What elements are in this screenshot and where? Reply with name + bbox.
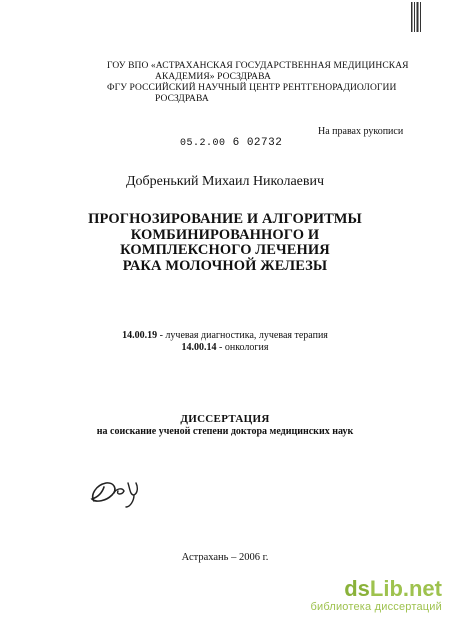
institution-line-2: АКАДЕМИЯ» РОСЗДРАВА bbox=[155, 72, 271, 82]
title-line: РАКА МОЛОЧНОЙ ЖЕЛЕЗЫ bbox=[122, 257, 328, 274]
stamp-number: 6 02732 bbox=[232, 137, 283, 149]
institution-line-1: ГОУ ВПО «АСТРАХАНСКАЯ ГОСУДАРСТВЕННАЯ МЕДИЦИНСКАЯ bbox=[107, 61, 409, 71]
archive-stamp bbox=[180, 137, 282, 149]
handwritten-signature bbox=[84, 473, 154, 513]
degree-subtitle: на соискание ученой степени доктора медицинских наук bbox=[96, 426, 354, 437]
title-line: КОМБИНИРОВАННОГО И bbox=[130, 226, 320, 243]
institution-line-4: РОСЗДРАВА bbox=[155, 94, 209, 104]
barcode-mark bbox=[410, 2, 422, 32]
watermark-brand-prefix: ds bbox=[344, 576, 370, 601]
specialty-name: - онкология bbox=[219, 342, 269, 353]
institution-line-3: ФГУ РОССИЙСКИЙ НАУЧНЫЙ ЦЕНТР РЕНТГЕНОРАДИОЛОГИИ bbox=[107, 83, 397, 93]
dslib-watermark bbox=[310, 577, 442, 613]
dissertation-title bbox=[0, 212, 450, 274]
specialty-code: 14.00.14 bbox=[181, 342, 217, 353]
specialty-line-1 bbox=[0, 330, 450, 341]
watermark-brand-suffix: Lib.net bbox=[369, 576, 442, 601]
title-line: ПРОГНОЗИРОВАНИЕ И АЛГОРИТМЫ bbox=[88, 211, 362, 227]
manuscript-rights-note: На правах рукописи bbox=[318, 126, 404, 137]
stamp-code: 05.2.00 bbox=[180, 138, 226, 149]
title-line: КОМПЛЕКСНОГО ЛЕЧЕНИЯ bbox=[120, 242, 330, 258]
specialty-line-2 bbox=[0, 342, 450, 353]
author-name: Добренький Михаил Николаевич bbox=[125, 174, 325, 189]
watermark-brand bbox=[310, 577, 442, 601]
dissertation-label: ДИССЕРТАЦИЯ bbox=[180, 413, 270, 425]
watermark-tagline: библиотека диссертаций bbox=[310, 601, 442, 613]
specialty-name: - лучевая диагностика, лучевая терапия bbox=[159, 330, 328, 341]
place-and-year: Астрахань – 2006 г. bbox=[181, 552, 269, 563]
specialty-code: 14.00.19 bbox=[122, 330, 158, 341]
